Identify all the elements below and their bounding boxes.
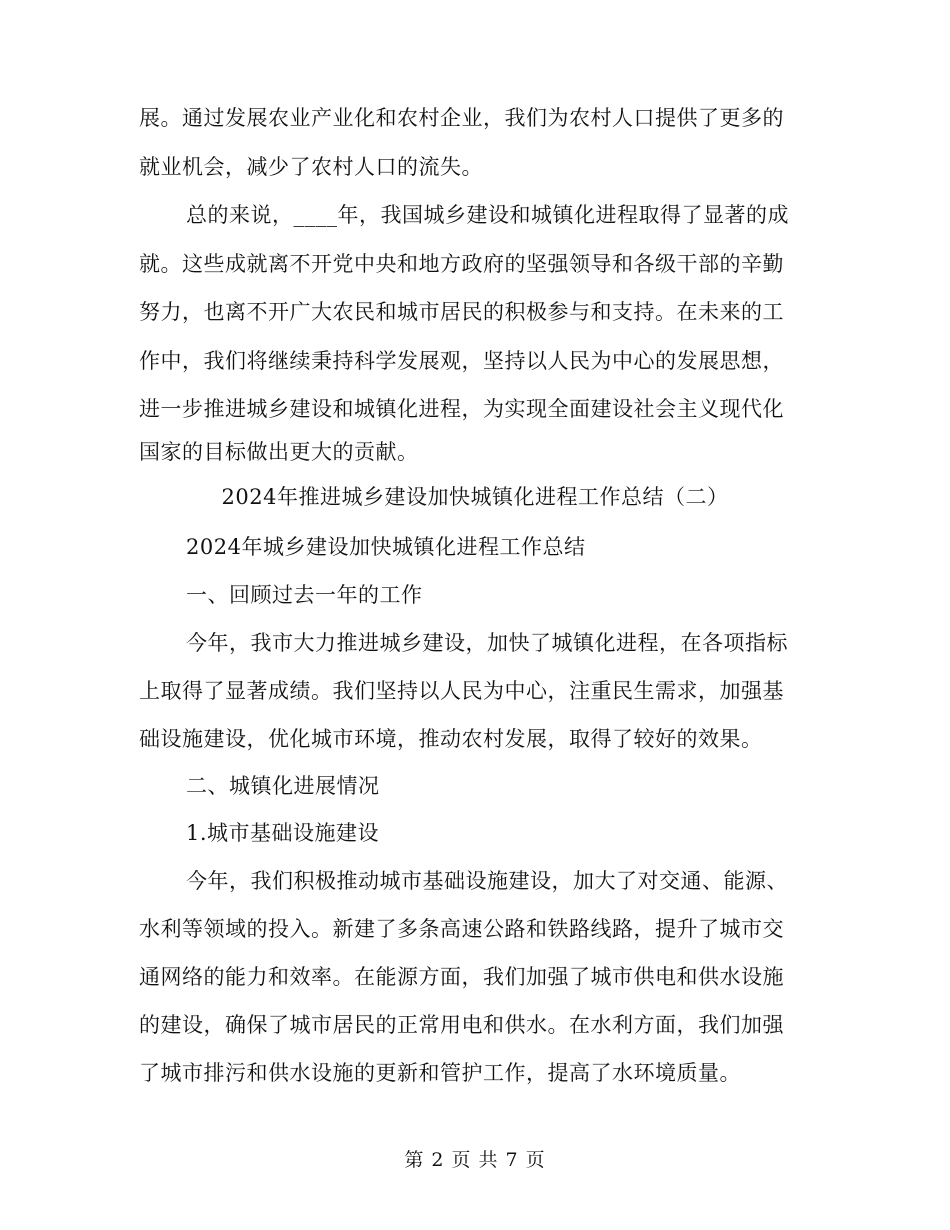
paragraph-line: 努力，也离不开广大农民和城市居民的积极参与和支持。在未来的工 bbox=[139, 300, 784, 324]
section-heading: 一、回顾过去一年的工作 bbox=[186, 583, 423, 607]
section-title: 2024年推进城乡建设加快城镇化进程工作总结（二） bbox=[221, 485, 729, 509]
subtitle: 2024年城乡建设加快城镇化进程工作总结 bbox=[186, 535, 586, 559]
paragraph-line: 上取得了显著成绩。我们坚持以人民为中心，注重民生需求，加强基 bbox=[139, 679, 784, 703]
subsection-heading: 1.城市基础设施建设 bbox=[186, 821, 380, 845]
paragraph-line: 今年，我们积极推动城市基础设施建设，加大了对交通、能源、 bbox=[186, 869, 788, 893]
section-heading: 二、城镇化进展情况 bbox=[186, 774, 380, 798]
paragraph-line: 展。通过发展农业产业化和农村企业，我们为农村人口提供了更多的 bbox=[139, 106, 784, 130]
paragraph-line: 就业机会，减少了农村人口的流失。 bbox=[139, 155, 483, 179]
paragraph-line: 国家的目标做出更大的贡献。 bbox=[139, 440, 419, 464]
paragraph-line: 础设施建设，优化城市环境，推动农村发展，取得了较好的效果。 bbox=[139, 727, 763, 751]
page-number: 第 2 页 共 7 页 bbox=[404, 1149, 546, 1171]
paragraph-line: 作中，我们将继续秉持科学发展观，坚持以人民为中心的发展思想， bbox=[139, 349, 784, 373]
paragraph-line: 总的来说，____年，我国城乡建设和城镇化进程取得了显著的成 bbox=[186, 203, 789, 227]
paragraph-line: 的建设，确保了城市居民的正常用电和供水。在水利方面，我们加强 bbox=[139, 1013, 784, 1037]
paragraph-line: 了城市排污和供水设施的更新和管护工作，提高了水环境质量。 bbox=[139, 1061, 741, 1085]
paragraph-line: 通网络的能力和效率。在能源方面，我们加强了城市供电和供水设施 bbox=[139, 965, 784, 989]
paragraph-line: 进一步推进城乡建设和城镇化进程，为实现全面建设社会主义现代化 bbox=[139, 397, 784, 421]
paragraph-line: 水利等领域的投入。新建了多条高速公路和铁路线路，提升了城市交 bbox=[139, 917, 784, 941]
paragraph-line: 今年，我市大力推进城乡建设，加快了城镇化进程，在各项指标 bbox=[186, 631, 788, 655]
paragraph-line: 就。这些成就离不开党中央和地方政府的坚强领导和各级干部的辛勤 bbox=[139, 252, 784, 276]
